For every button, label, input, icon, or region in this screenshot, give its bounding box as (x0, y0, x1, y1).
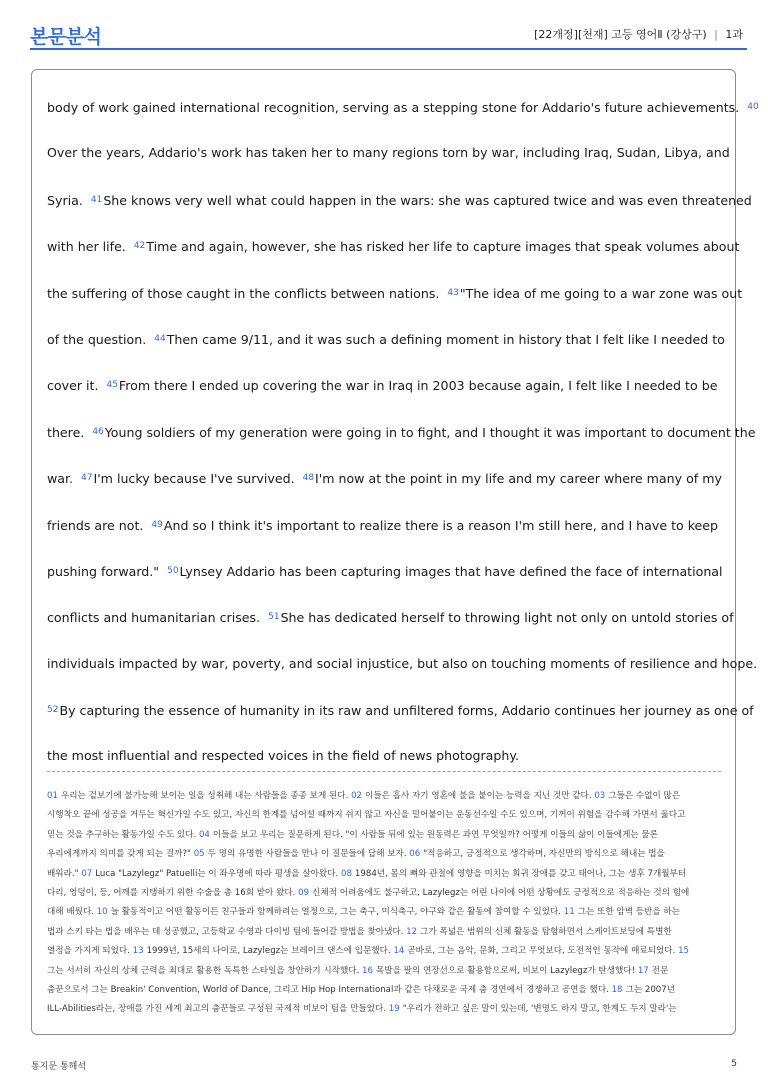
translation-line (47, 884, 719, 903)
sentence-text: 그가 폭넓은 범위의 신체 활동을 탐험하면서 스케이트보딩에 특별한 (420, 926, 672, 937)
passage-line (47, 362, 721, 408)
sentence-text: Syria. (47, 192, 87, 208)
translation-number: 17 (637, 965, 649, 976)
passage-line (47, 177, 752, 223)
translation-number: 05 (193, 849, 205, 860)
sentence-number: 45 (106, 380, 118, 391)
passage-line (47, 316, 725, 362)
translation-line (47, 903, 719, 922)
section-divider (47, 771, 721, 772)
sentence-text: Over the years, Addario's work has taken her to many regions torn by war, including Iraq, Sudan, Libya, and (47, 145, 730, 161)
sentence-text: 그는 서서히 자신의 상체 근력을 최대로 활용한 독특한 스타일을 창안하기 시작했다. (47, 965, 363, 976)
translation-number: 08 (340, 868, 352, 879)
sentence-text: She knows very well what could happen in the wars: she was captured twice and was even threatened (103, 192, 752, 208)
sentence-number: 41 (90, 194, 103, 205)
sentence-text: I'm now at the point in my life and my career where many of my (315, 471, 722, 487)
sentence-text: pushing forward." (47, 563, 164, 579)
sentence-text: 대해 배웠다. (47, 907, 97, 918)
page-number: 5 (731, 1059, 737, 1069)
translation-line (47, 923, 719, 942)
translation-line (47, 1000, 719, 1019)
sentence-text: 그는 2007년 (625, 984, 676, 995)
sentence-text: 우리는 겉보기에 불가능해 보이는 일을 성취해 내는 사람들을 종종 보게 된다. (60, 791, 352, 801)
sentence-text: 믿는 것을 추구하는 활동가일 수도 있다. (47, 829, 199, 840)
translation-line (47, 787, 719, 806)
sentence-text: 열정을 가지게 되었다. (47, 946, 133, 957)
sentence-text: cover it. (47, 378, 103, 394)
translation-number: 15 (678, 946, 690, 957)
translation-line (47, 806, 719, 825)
sentence-number: 50 (167, 565, 179, 576)
translation-line (47, 981, 719, 1000)
sentence-text: She has dedicated herself to throwing light not only on untold stories of (280, 610, 734, 626)
sentence-text: Young soldiers of my generation were going in to fight, and I thought it was important to document the (104, 424, 756, 440)
sentence-text: 시행착오 끝에 성공을 거두는 혁신가일 수도 있고, 자신의 한계를 넘어설 때까지 쉬지 않고 자신을 밀어붙이는 운동선수일 수도 있으며, 기꺼이 위험을 감수해 가면서 옳다고 (47, 810, 686, 821)
passage-line (47, 733, 721, 779)
english-passage (47, 84, 759, 780)
sentence-text: 다리, 엉덩이, 등, 어깨를 지탱하기 위한 수술을 총 16회 받아 왔다. (47, 887, 299, 898)
translation-number: 07 (81, 868, 93, 879)
passage-line (47, 130, 730, 176)
translation-number: 18 (611, 984, 623, 995)
sentence-text: body of work gained international recognition, serving as a stepping stone for Addario's future achievements. (47, 100, 744, 115)
passage-line (47, 409, 756, 455)
sentence-text: individuals impacted by war, poverty, and social injustice, but also on touching moments of resilience and hope. (47, 655, 758, 671)
sentence-text: ILL-Abilities라는, 장애를 가진 세계 최고의 춤꾼들로 구성된 국제적 비보이 팀을 만들었다. (47, 1004, 389, 1015)
lesson-label: 1과 (725, 28, 743, 41)
sentence-text: with her life. (47, 239, 130, 255)
translation-number: 06 (409, 849, 421, 860)
page-title: 본문분석 (30, 26, 102, 48)
sentence-text: And so I think it's important to realize there is a reason I'm still here, and I have to keep (163, 517, 719, 533)
passage-line (47, 270, 743, 316)
sentence-number: 44 (154, 333, 166, 344)
sentence-text: Luca "Lazylegz" Patuelli는 이 좌우명에 따라 평생을 살아왔다. (95, 868, 341, 879)
translation-line (47, 845, 719, 864)
sentence-text: "우리가 전하고 싶은 말이 있는데, '변명도 하지 말고, 한계도 두지 말라'는 (402, 1004, 677, 1015)
sentence-text: 법과 스키 타는 법을 배우는 데 성공했고, 고등학교 수영과 다이빙 팀에 들어갈 방법을 찾아냈다. (47, 926, 407, 937)
sentence-text: conflicts and humanitarian crises. (47, 610, 265, 626)
sentence-text: 1999년, 15세의 나이로, Lazylegz는 브레이크 댄스에 입문했다. (146, 946, 394, 957)
translation-line (47, 865, 719, 884)
translation-number: 02 (351, 791, 363, 801)
sentence-text: I'm lucky because I've survived. (93, 471, 299, 487)
translation-number: 01 (47, 791, 58, 801)
sentence-text: "적응하고, 긍정적으로 생각하며, 자신만의 방식으로 해내는 법을 (423, 849, 665, 860)
header-separator: | (714, 28, 718, 41)
course-info (534, 26, 743, 42)
sentence-text: Time and again, however, she has risked her life to capture images that speak volumes about (146, 239, 740, 255)
translation-number: 04 (198, 829, 210, 840)
sentence-text: war. (47, 471, 78, 487)
sentence-text: 우리에게까지 의미를 갖게 되는 걸까?" (47, 849, 194, 860)
translation-number: 19 (388, 1004, 400, 1015)
sentence-text: 이들을 보고 우리는 질문하게 된다. "이 사람들 뒤에 있는 원동력은 과연 무엇일까? 어떻게 이들의 삶이 이들에게는 물론 (212, 829, 659, 840)
passage-line (47, 502, 721, 548)
sentence-number: 47 (81, 473, 93, 484)
sentence-number: 46 (92, 426, 104, 437)
sentence-text: From there I ended up covering the war in Iraq in 2003 because again, I felt like I needed to be (118, 378, 718, 394)
passage-line (47, 455, 721, 501)
sentence-text: 이들은 흡사 자기 영혼에 불을 붙이는 능력을 지닌 것만 같다. (365, 791, 595, 801)
passage-line (47, 548, 721, 594)
translation-number: 16 (362, 965, 373, 976)
passage-line (47, 687, 754, 733)
sentence-text: 목발을 팔의 연장선으로 활용함으로써, 비보이 Lazylegz가 탄생했다! (375, 965, 638, 976)
sentence-text: 그는 또한 암벽 등반을 하는 (577, 907, 680, 918)
sentence-text: 그들은 수없이 많은 (608, 791, 681, 801)
sentence-number: 43 (447, 287, 459, 298)
sentence-text: of the question. (47, 331, 151, 347)
sentence-number: 51 (268, 612, 280, 623)
passage-line (47, 641, 758, 687)
sentence-text: Then came 9/11, and it was such a defining moment in history that I felt like I needed to (166, 331, 725, 347)
translation-number: 13 (132, 946, 144, 957)
passage-line (47, 223, 740, 269)
sentence-number: 52 (47, 705, 59, 716)
sentence-text: 두 명의 유명한 사람들을 만나 이 질문들에 답해 보자. (207, 849, 410, 860)
sentence-text: 신체적 어려움에도 불구하고, Lazylegz는 어린 나이에 어떤 상황에도 긍정적으로 적응하는 것의 힘에 (312, 887, 690, 898)
sentence-text: the suffering of those caught in the conflicts between nations. (47, 285, 444, 301)
sentence-text: "The idea of me going to a war zone was out (459, 285, 743, 301)
translation-line (47, 942, 719, 961)
translation-number: 10 (96, 907, 108, 918)
translation-number: 03 (594, 791, 606, 801)
sentence-text: the most influential and respected voices in the field of news photography. (47, 748, 519, 764)
sentence-text: Lynsey Addario has been capturing images that have defined the face of international (179, 563, 723, 579)
translation-line (47, 826, 719, 845)
sentence-text: 1984년, 몸의 뼈와 관절에 영향을 미치는 희귀 장애를 갖고 태어나, 그는 생후 7개월부터 (354, 868, 687, 879)
sentence-text: friends are not. (47, 517, 148, 533)
sentence-text: 전문 (651, 965, 669, 976)
translation-number: 12 (406, 926, 418, 937)
page-header (30, 20, 747, 50)
footer-label: 통지문 통해석 (31, 1062, 87, 1072)
passage-card (31, 69, 759, 1035)
sentence-text: 늘 활동적이고 어떤 활동이든 친구들과 함께하려는 열정으로, 그는 축구, 미식축구, 야구와 같은 활동에 참여할 수 있었다. (110, 907, 564, 918)
sentence-number: 42 (133, 241, 146, 252)
sentence-number: 40 (747, 102, 759, 112)
korean-translation (47, 787, 719, 1020)
translation-number: 09 (298, 887, 310, 898)
course-name: [22개정][천재] 고등 영어Ⅱ (강상구) (534, 28, 707, 41)
sentence-text: 춤꾼으로서 그는 Breakin' Convention, World of Dance, 그리고 Hip Hop International과 같은 다채로운 국제 춤 경연에서 경쟁하고 공연을 했다. (47, 984, 612, 995)
sentence-number: 48 (302, 473, 315, 484)
translation-number: 14 (393, 946, 405, 957)
sentence-text: 곧바로, 그는 음악, 문화, 그리고 무엇보다, 도전적인 동작에 매료되었다. (407, 946, 679, 957)
sentence-number: 49 (151, 519, 163, 530)
translation-number: 11 (563, 907, 575, 918)
sentence-text: By capturing the essence of humanity in its raw and unfiltered forms, Addario continues her journey as one of (59, 703, 754, 719)
passage-line (47, 594, 734, 640)
translation-line (47, 962, 719, 981)
sentence-text: 배워라." (47, 868, 82, 879)
sentence-text: there. (47, 424, 89, 440)
passage-line (47, 84, 759, 130)
